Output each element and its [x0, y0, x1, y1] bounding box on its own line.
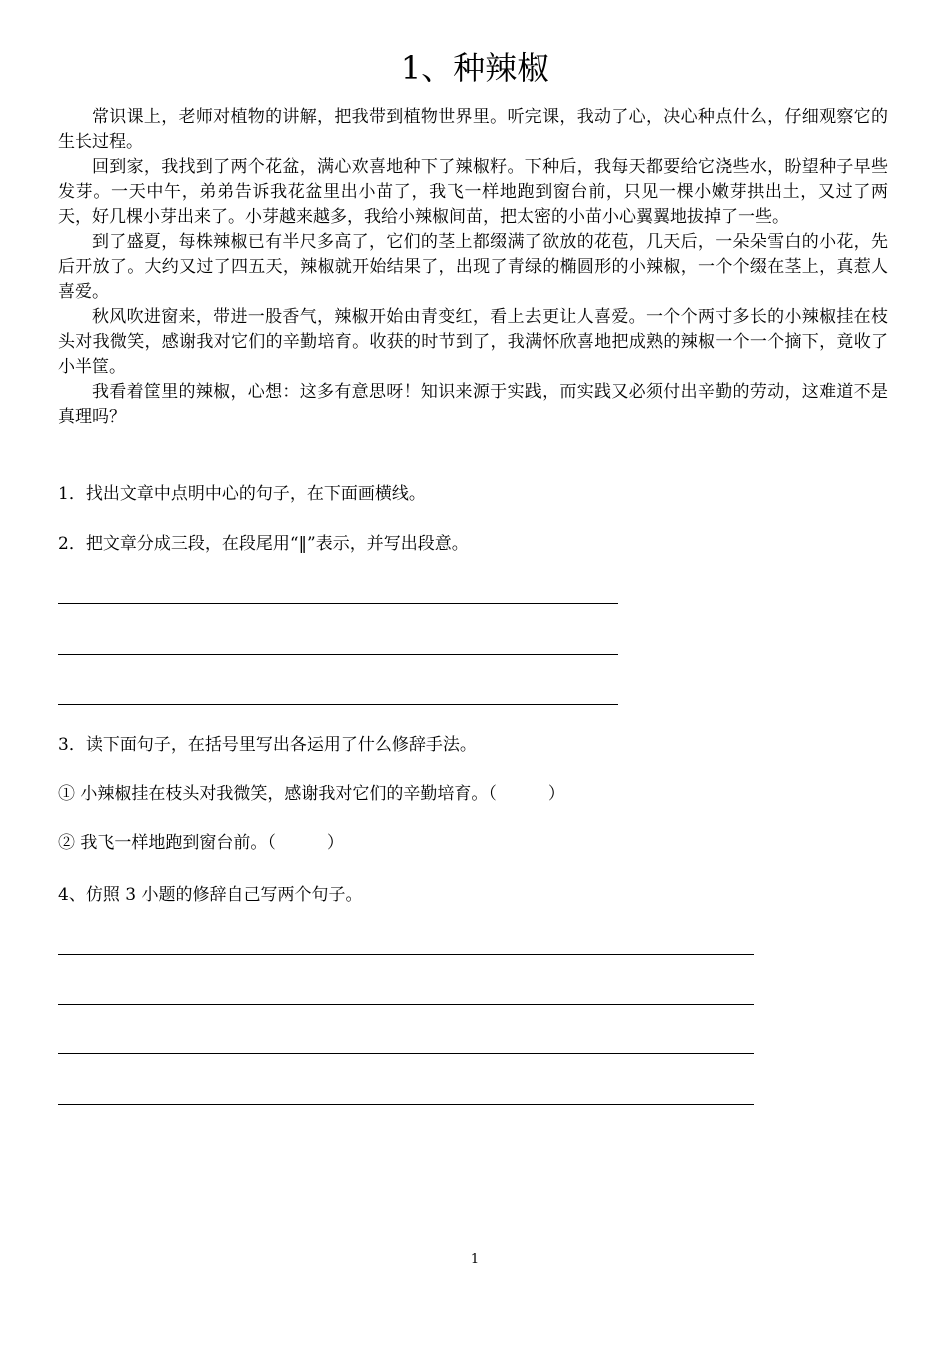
answer-line-q2-2[interactable]: [58, 654, 618, 655]
page-title: 1、种辣椒: [400, 49, 550, 87]
article-paragraph-4: 秋风吹进窗来，带进一股香气，辣椒开始由青变红，看上去更让人喜爱。一个个两寸多长的小辣椒挂在枝头对我微笑，感谢我对它们的辛勤培育。收获的时节到了，我满怀欣喜地把成熟的辣椒一个一个摘下，竟收了小半筐。: [58, 307, 888, 377]
answer-line-q4-3[interactable]: [58, 1053, 754, 1054]
question-1: 1．找出文章中点明中心的句子，在下面画横线。: [58, 484, 426, 504]
question-3: 3．读下面句子，在括号里写出各运用了什么修辞手法。: [58, 735, 477, 755]
article-paragraph-5: 我看着筐里的辣椒，心想：这多有意思呀！知识来源于实践，而实践又必须付出辛勤的劳动，这难道不是真理吗？: [58, 382, 888, 427]
article-paragraph-3: 到了盛夏，每株辣椒已有半尺多高了，它们的茎上都缀满了欲放的花苞，几天后，一朵朵雪白的小花，先后开放了。大约又过了四五天，辣椒就开始结果了，出现了青绿的椭圆形的小辣椒，一个个缀在茎上，真惹人喜爱。: [58, 232, 888, 302]
question-3-item-2: ② 我飞一样地跑到窗台前。（ ）: [58, 833, 344, 853]
answer-line-q4-2[interactable]: [58, 1004, 754, 1005]
article-paragraph-2: 回到家，我找到了两个花盆，满心欢喜地种下了辣椒籽。下种后，我每天都要给它浇些水，盼望种子早些发芽。一天中午，弟弟告诉我花盆里出小苗了，我飞一样地跑到窗台前，只见一棵小嫩芽拱出土，又过了两天，好几棵小芽出来了。小芽越来越多，我给小辣椒间苗，把太密的小苗小心翼翼地拔掉了一些。: [58, 157, 888, 227]
article-body: [58, 105, 888, 430]
answer-line-q2-1[interactable]: [58, 603, 618, 604]
question-2: 2．把文章分成三段，在段尾用“‖”表示，并写出段意。: [58, 534, 469, 554]
answer-line-q4-4[interactable]: [58, 1104, 754, 1105]
question-4: 4、仿照 3 小题的修辞自己写两个句子。: [58, 885, 363, 905]
article-paragraph-1: 常识课上，老师对植物的讲解，把我带到植物世界里。听完课，我动了心，决心种点什么，仔细观察它的生长过程。: [58, 107, 888, 152]
answer-line-q4-1[interactable]: [58, 954, 754, 955]
question-3-item-1: ① 小辣椒挂在枝头对我微笑，感谢我对它们的辛勤培育。（ ）: [58, 784, 565, 804]
answer-line-q2-3[interactable]: [58, 704, 618, 705]
page-number: 1: [470, 1252, 480, 1267]
